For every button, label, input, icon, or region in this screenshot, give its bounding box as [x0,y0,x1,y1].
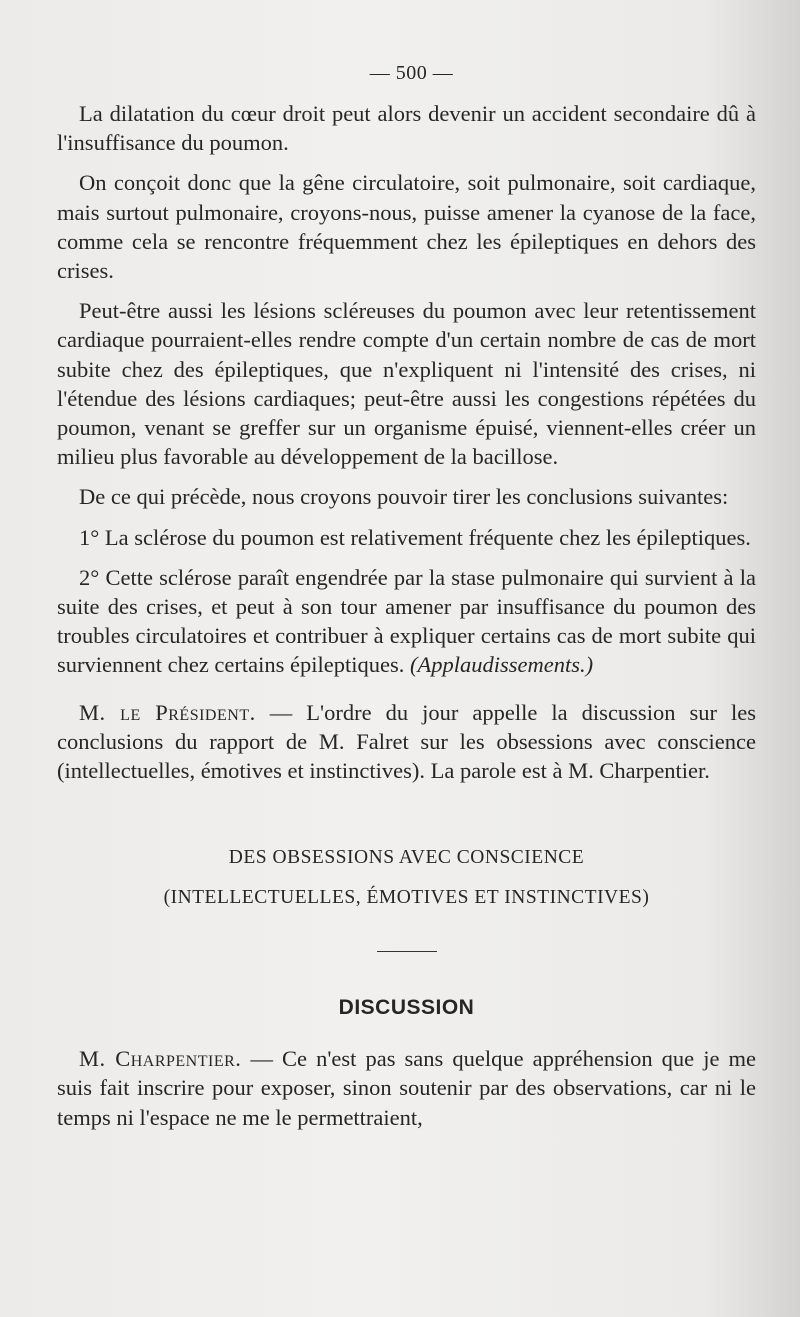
paragraph-lesions-sclereuses: Peut-être aussi les lésions scléreuses du poumon avec leur retentissement cardiaque pourraient-elles rendre compte d'un certain nombre de cas de mort subite chez des épileptiques, que n'expliquent ni l'intensité des crises, ni l'étendue des lésions cardiaques; peut-être aussi les congestions répétées du poumon, venant se greffer sur un organisme épuisé, viennent-elles créer un milieu plus favorable au développement de la bacillose. [57,298,756,470]
speaker-president: M. le Président. [79,699,256,725]
applause-note: (Applaudissements.) [410,652,594,678]
section-title-line-1: DES OBSESSIONS AVEC CONSCIENCE [228,847,585,869]
conclusion-two-text: 2° Cette sclérose paraît engendrée par la stase pulmonaire qui survient à la suite des crises, et peut à son tour amener par insuffisance du poumon des troubles circulatoires et contribuer à expliquer certains cas de mort subite qui surviennent chez certains épileptiques. [57,564,756,678]
section-divider [377,951,437,952]
section-title-line-2: (INTELLECTUELLES, ÉMOTIVES ET INSTINCTIVES) [163,887,650,909]
president-text: — L'ordre du jour appelle la discussion sur les conclusions du rapport de M. Falret sur les obsessions avec conscience (intellectuelles, émotives et instinctives). La parole est à M. Charpentier. [57,699,757,784]
paragraph-dilatation: La dilatation du cœur droit peut alors devenir un accident secondaire dû à l'insuffisance du poumon. [57,101,756,156]
paragraph-gene-circulatoire: On conçoit donc que la gêne circulatoire, soit pulmonaire, soit cardiaque, mais surtout pulmonaire, croyons-nous, puisse amener la cyanose de la face, comme cela se rencontre fréquemment chez les épileptiques en dehors des crises. [57,170,756,284]
conclusion-two [57,563,756,680]
charpentier-text: — Ce n'est pas sans quelque appréhension que je me suis fait inscrire pour exposer, sinon soutenir par des observations, car ni le temps ni l'espace ne me le permettraient, [57,1046,756,1130]
president-statement [57,698,756,786]
page-number: — 500 — [369,62,454,84]
paragraph-conclusions-intro: De ce qui précède, nous croyons pouvoir tirer les conclusions suivantes: [79,484,729,510]
discussion-heading: DISCUSSION [338,996,475,1020]
charpentier-statement [57,1044,756,1132]
speaker-charpentier: M. Charpentier. [79,1046,242,1072]
conclusion-one: 1° La sclérose du poumon est relativement fréquente chez les épileptiques. [79,524,751,550]
